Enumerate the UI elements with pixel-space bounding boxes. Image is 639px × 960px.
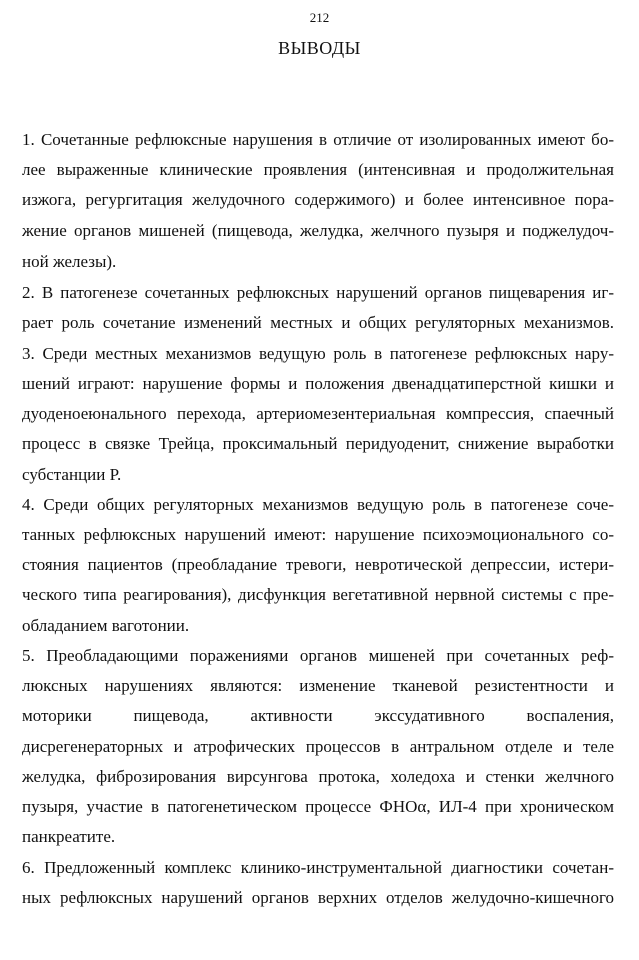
text-line: танных рефлюксных нарушений имеют: нарушение психоэмоционального со- (22, 525, 614, 544)
text-line: рает роль сочетание изменений местных и общих регуляторных механизмов. (22, 313, 614, 332)
text-line: люксных нарушениях являются: изменение тканевой резистентности и (22, 676, 614, 695)
text-line: дуоденоеюнального перехода, артериомезентериальная компрессия, спаечный (22, 404, 614, 423)
text-line: субстанции Р. (22, 465, 122, 484)
text-line: ных рефлюксных нарушений органов верхних отделов желудочно-кишечного (22, 888, 614, 907)
text-line: 4. Среди общих регуляторных механизмов ведущую роль в патогенезе соче- (22, 495, 614, 514)
text-line: дисрегенераторных и атрофических процессов в антральном отделе и теле (22, 737, 614, 756)
text-line: шений играют: нарушение формы и положения двенадцатиперстной кишки и (22, 374, 614, 393)
text-line: стояния пациентов (преобладание тревоги, невротической депрессии, истери- (22, 555, 614, 574)
text-line: ческого типа реагирования), дисфункция вегетативной нервной системы с пре- (22, 585, 614, 604)
text-line: моторики пищевода, активности экссудативного воспаления, (22, 706, 614, 725)
text-line: желудка, фиброзирования вирсунгова протока, холедоха и стенки желчного (22, 767, 614, 786)
text-line: жение органов мишеней (пищевода, желудка, желчного пузыря и поджелудоч- (22, 221, 614, 240)
text-line: 1. Сочетанные рефлюксные нарушения в отличие от изолированных имеют бо- (22, 130, 614, 149)
text-line: 6. Предложенный комплекс клинико-инструментальной диагностики сочетан- (22, 858, 614, 877)
text-line: 3. Среди местных механизмов ведущую роль в патогенезе рефлюксных нару- (22, 344, 614, 363)
text-line: 2. В патогенезе сочетанных рефлюксных нарушений органов пищеварения иг- (22, 283, 614, 302)
text-line: 5. Преобладающими поражениями органов мишеней при сочетанных реф- (22, 646, 614, 665)
text-line: ной железы). (22, 252, 117, 271)
page-number: 212 (309, 10, 330, 25)
text-line: пузыря, участие в патогенетическом процессе ФНОα, ИЛ-4 при хроническом (22, 797, 614, 816)
text-line: панкреатите. (22, 827, 116, 846)
text-line: лее выраженные клинические проявления (интенсивная и продолжительная (22, 160, 614, 179)
text-line: изжога, регургитация желудочного содержимого) и более интенсивное пора- (22, 190, 614, 209)
text-line: процесс в связке Трейца, проксимальный перидуоденит, снижение выработки (22, 434, 614, 453)
page-title: ВЫВОДЫ (278, 38, 361, 58)
text-line: обладанием ваготонии. (22, 616, 190, 635)
